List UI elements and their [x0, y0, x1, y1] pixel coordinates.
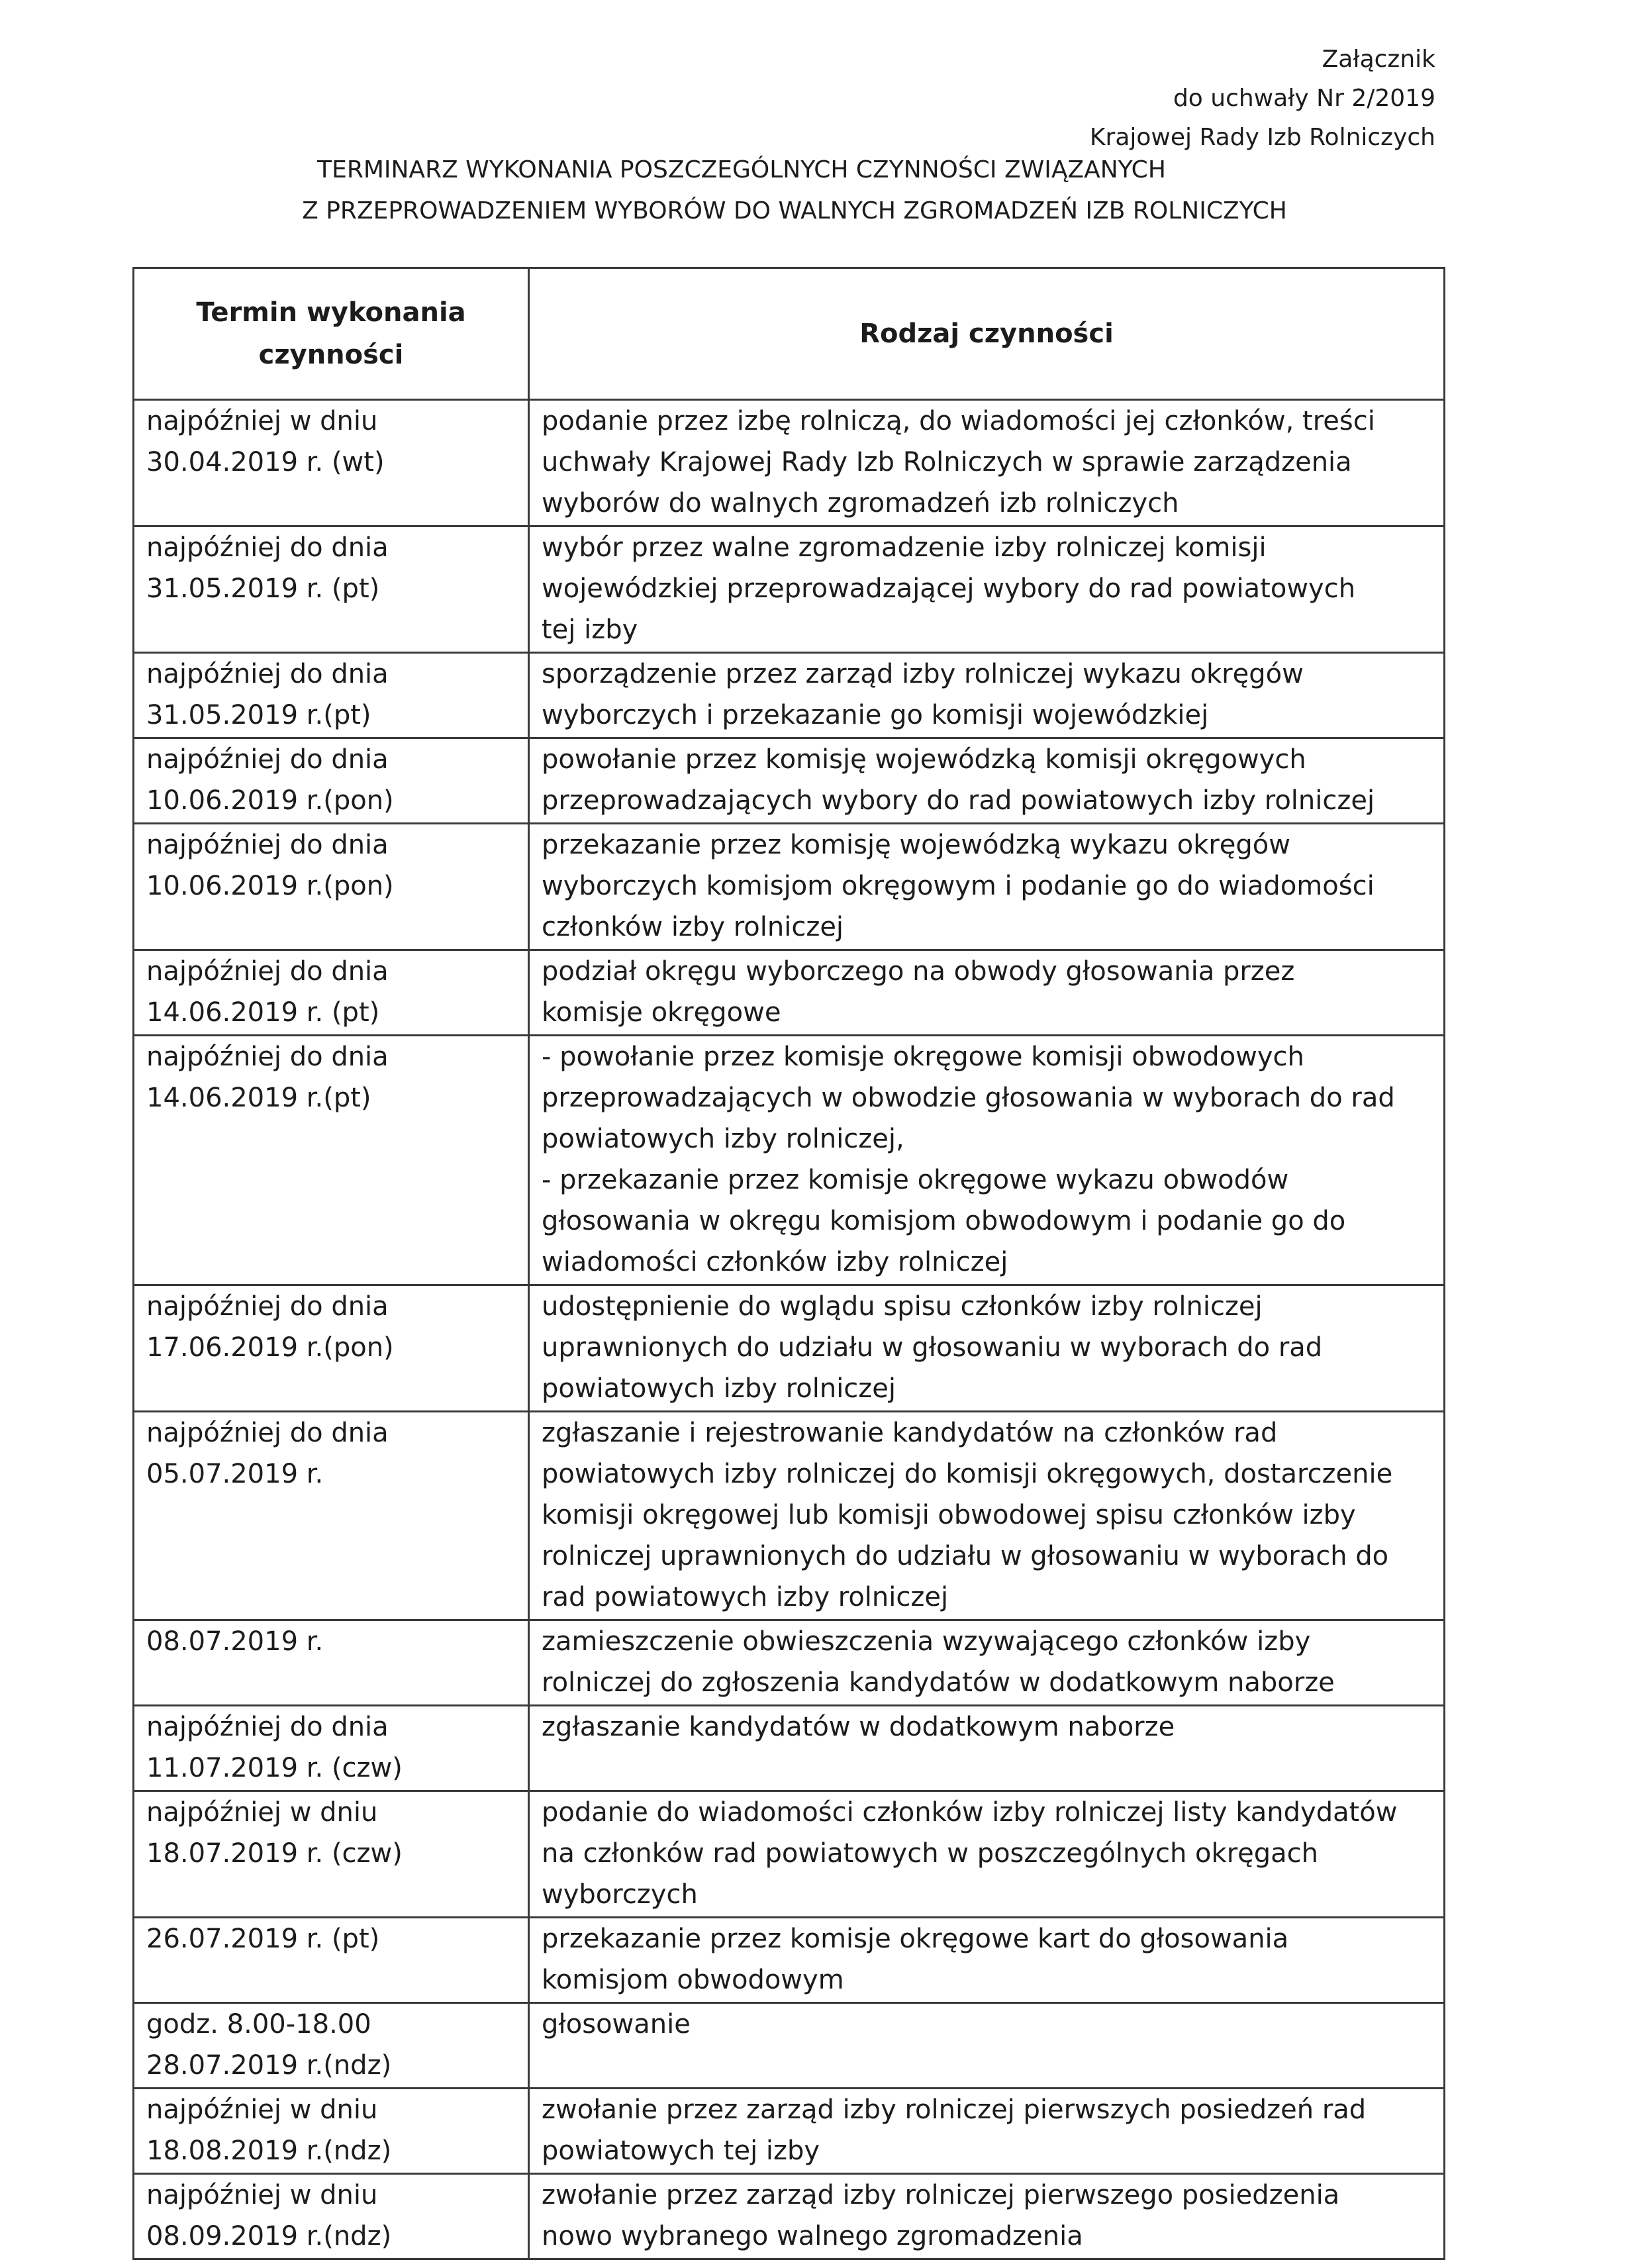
- table-row: [134, 2003, 1445, 2089]
- table-row: [134, 400, 1445, 526]
- table-header-row: [134, 268, 1445, 400]
- table-row: [134, 526, 1445, 653]
- activity-cell: udostępnienie do wglądu spisu członków izby rolniczej uprawnionych do udziału w głosowaniu w wyborach do rad powiatowych izby rolniczej: [529, 1285, 1445, 1412]
- activity-cell: zgłaszanie i rejestrowanie kandydatów na członków rad powiatowych izby rolniczej do komisji okręgowych, dostarczenie komisji okręgowej lub komisji obwodowej spisu członków izby rolniczej uprawnionych do udziału w głosowaniu w wyborach do rad powiatowych izby rolniczej: [529, 1412, 1445, 1620]
- activity-cell: podanie przez izbę rolniczą, do wiadomości jej członków, treści uchwały Krajowej Rady Izb Rolniczych w sprawie zarządzenia wyborów do walnych zgromadzeń izb rolniczych: [529, 400, 1445, 526]
- deadline-cell: najpóźniej do dnia 17.06.2019 r.(pon): [134, 1285, 529, 1412]
- deadline-cell: najpóźniej w dniu 18.08.2019 r.(ndz): [134, 2089, 529, 2174]
- activity-cell: wybór przez walne zgromadzenie izby rolniczej komisji wojewódzkiej przeprowadzającej wybory do rad powiatowych tej izby: [529, 526, 1445, 653]
- table-row: [134, 1036, 1445, 1285]
- activity-cell: zgłaszanie kandydatów w dodatkowym naborze: [529, 1706, 1445, 1791]
- issuing-body: Krajowej Rady Izb Rolniczych: [1089, 124, 1435, 151]
- deadline-cell: najpóźniej do dnia 31.05.2019 r.(pt): [134, 653, 529, 738]
- deadline-cell: najpóźniej do dnia 11.07.2019 r. (czw): [134, 1706, 529, 1791]
- attachment-header: [1090, 40, 1435, 157]
- column-header-activity: Rodzaj czynności: [529, 268, 1445, 400]
- deadline-cell: najpóźniej do dnia 31.05.2019 r. (pt): [134, 526, 529, 653]
- table-row: [134, 653, 1445, 738]
- activity-cell: - powołanie przez komisje okręgowe komisji obwodowych przeprowadzających w obwodzie głosowania w wyborach do rad powiatowych izby rolniczej, - przekazanie przez komisje okręgowe wykazu obwodów głosowania w okręgu komisjom obwodowym i podanie go do wiadomości członków izby rolniczej: [529, 1036, 1445, 1285]
- attachment-label: Załącznik: [1322, 46, 1435, 73]
- deadline-cell: najpóźniej do dnia 14.06.2019 r. (pt): [134, 950, 529, 1036]
- activity-cell: głosowanie: [529, 2003, 1445, 2089]
- deadline-cell: najpóźniej w dniu 08.09.2019 r.(ndz): [134, 2174, 529, 2259]
- document-title-line-2: Z PRZEPROWADZENIEM WYBORÓW DO WALNYCH ZGROMADZEŃ IZB ROLNICZYCH: [302, 197, 1287, 224]
- deadline-cell: 08.07.2019 r.: [134, 1620, 529, 1706]
- activity-cell: zwołanie przez zarząd izby rolniczej pierwszego posiedzenia nowo wybranego walnego zgromadzenia: [529, 2174, 1445, 2259]
- table-row: [134, 1706, 1445, 1791]
- deadline-cell: najpóźniej w dniu 18.07.2019 r. (czw): [134, 1791, 529, 1918]
- table-row: [134, 1620, 1445, 1706]
- activity-cell: przekazanie przez komisje okręgowe kart do głosowania komisjom obwodowym: [529, 1918, 1445, 2003]
- activity-cell: zamieszczenie obwieszczenia wzywającego członków izby rolniczej do zgłoszenia kandydatów w dodatkowym naborze: [529, 1620, 1445, 1706]
- deadline-cell: najpóźniej w dniu 30.04.2019 r. (wt): [134, 400, 529, 526]
- table-body: [134, 400, 1445, 2259]
- column-header-deadline: Termin wykonania czynności: [134, 268, 529, 400]
- activity-cell: podanie do wiadomości członków izby rolniczej listy kandydatów na członków rad powiatowych w poszczególnych okręgach wyborczych: [529, 1791, 1445, 1918]
- table-row: [134, 1285, 1445, 1412]
- deadline-cell: najpóźniej do dnia 14.06.2019 r.(pt): [134, 1036, 529, 1285]
- deadline-cell: najpóźniej do dnia 10.06.2019 r.(pon): [134, 738, 529, 824]
- deadline-cell: godz. 8.00-18.00 28.07.2019 r.(ndz): [134, 2003, 529, 2089]
- activity-cell: zwołanie przez zarząd izby rolniczej pierwszych posiedzeń rad powiatowych tej izby: [529, 2089, 1445, 2174]
- activity-cell: powołanie przez komisję wojewódzką komisji okręgowych przeprowadzających wybory do rad powiatowych izby rolniczej: [529, 738, 1445, 824]
- deadline-cell: najpóźniej do dnia 05.07.2019 r.: [134, 1412, 529, 1620]
- table-row: [134, 1918, 1445, 2003]
- table-row: [134, 2089, 1445, 2174]
- table-row: [134, 1412, 1445, 1620]
- document-title-line-1: TERMINARZ WYKONANIA POSZCZEGÓLNYCH CZYNNOŚCI ZWIĄZANYCH: [317, 156, 1166, 183]
- table-row: [134, 950, 1445, 1036]
- table-row: [134, 738, 1445, 824]
- activity-cell: podział okręgu wyborczego na obwody głosowania przez komisje okręgowe: [529, 950, 1445, 1036]
- table-row: [134, 2174, 1445, 2259]
- activity-cell: przekazanie przez komisję wojewódzką wykazu okręgów wyborczych komisjom okręgowym i podanie go do wiadomości członków izby rolniczej: [529, 824, 1445, 950]
- schedule-table: [132, 267, 1445, 2260]
- table-row: [134, 824, 1445, 950]
- activity-cell: sporządzenie przez zarząd izby rolniczej wykazu okręgów wyborczych i przekazanie go komisji wojewódzkiej: [529, 653, 1445, 738]
- resolution-number: do uchwały Nr 2/2019: [1173, 85, 1435, 112]
- deadline-cell: najpóźniej do dnia 10.06.2019 r.(pon): [134, 824, 529, 950]
- table-row: [134, 1791, 1445, 1918]
- deadline-cell: 26.07.2019 r. (pt): [134, 1918, 529, 2003]
